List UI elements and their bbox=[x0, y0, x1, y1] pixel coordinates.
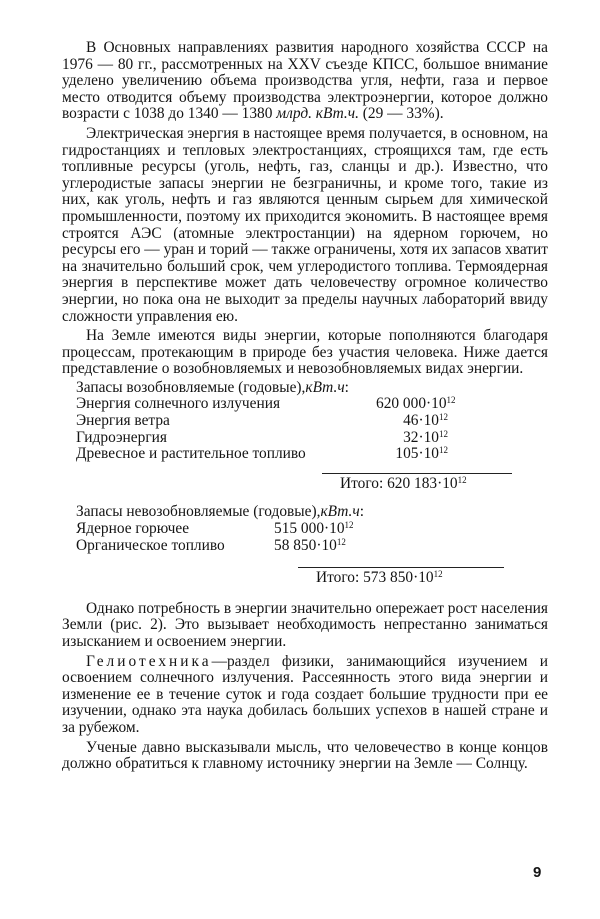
renewable-total: Итого: 620 $183\cdot 10^{12}$ bbox=[340, 474, 467, 492]
paragraph-2: Электрическая энергия в настоящее время получается, в основном, на гидростанциях и тепловых электростанциях, строящихся там, где есть топливные ресурсы (уголь, нефть, газ, сланцы и др.). Известно, что углеродистые запасы энергии не безграничны, и кроме того, такие из них, как уголь, нефть и газ являются ценным сырьем для химической промышленности, поэтому их приходится экономить. В настоящее время строятся АЭС (атомные электростанции) на ядерном горючем, но ресурсы его — уран и торий — также ограничены, хотя их запасов хватит на значительно больший срок, чем углеродистого топлива. Термоядерная энергия в перспективе может дать человечеству огромное количество энергии, но пока она не выходит за пределы научных лабораторий ввиду сложности управления ею. bbox=[62, 124, 548, 325]
nonrenewable-table bbox=[76, 504, 548, 586]
page-number: 9 bbox=[533, 864, 542, 881]
nonrenewable-title: Запасы невозобновляемые (годовые), кВт.ч : bbox=[76, 503, 365, 521]
paragraph-3: На Земле имеются виды энергии, которые пополняются благодаря процессам, протекающим в природе без участия человека. Ниже дается представление о возобновляемых и невозобновляемых видах энергии. bbox=[62, 327, 548, 378]
table-row: Органическое топливо 58 $850\cdot 10^{12}$ bbox=[76, 536, 346, 554]
paragraph-5: Гелиотехника—раздел физики, занимающийся изучением и освоением солнечного излучения. Рассеянность этого вида энергии и изменение ее в течение суток и года создает большие трудности при ее изучении, однако эта наука добилась больших успехов в нашей стране и за рубежом. bbox=[62, 652, 548, 736]
total-divider bbox=[298, 567, 504, 568]
paragraph-1: В Основных направлениях развития народного хозяйства СССР на 1976 — 80 гг., рассмотренных на XXV съезде КПСС, большое внимание уделено увеличению объема производства угля, нефти, газа и первое место отводится объему производства электроэнергии, которое должно возрасти с 1038 до 1340 — 1380 млрд. кВт.ч. (29 — 33%). bbox=[62, 39, 548, 123]
nonrenewable-total: Итого: 573 $850\cdot 10^{12}$ bbox=[316, 569, 443, 587]
term-heliotechnics: Гелиотехника bbox=[86, 652, 212, 670]
renewable-title: Запасы возобновляемые (годовые), кВт.ч : bbox=[76, 378, 349, 396]
table-row: Энергия ветра $46\cdot 10^{12}$ bbox=[76, 412, 448, 430]
table-row: Ядерное горючее 515 $000\cdot 10^{12}$ bbox=[76, 520, 354, 538]
table-row: Древесное и растительное топливо $105\cdot 10^{12}$ bbox=[76, 445, 448, 463]
paragraph-6: Ученые давно высказывали мысль, что человечество в конце концов должно обратиться к главному источнику энергии на Земле — Солнцу. bbox=[62, 738, 548, 773]
unit-label: млрд. кВт.ч. bbox=[276, 105, 359, 123]
paragraph-4: Однако потребность в энергии значительно опережает рост населения Земли (рис. 2). Это вызывает необходимость непрестанно заниматься изысканием и освоением энергии. bbox=[62, 599, 548, 650]
renewable-table bbox=[76, 380, 548, 493]
table-row: Гидроэнергия $32\cdot 10^{12}$ bbox=[76, 428, 448, 446]
total-divider bbox=[322, 473, 512, 474]
table-row: Энергия солнечного излучения 620 $000\cdot 10^{12}$ bbox=[76, 395, 456, 413]
body-text bbox=[62, 40, 548, 773]
